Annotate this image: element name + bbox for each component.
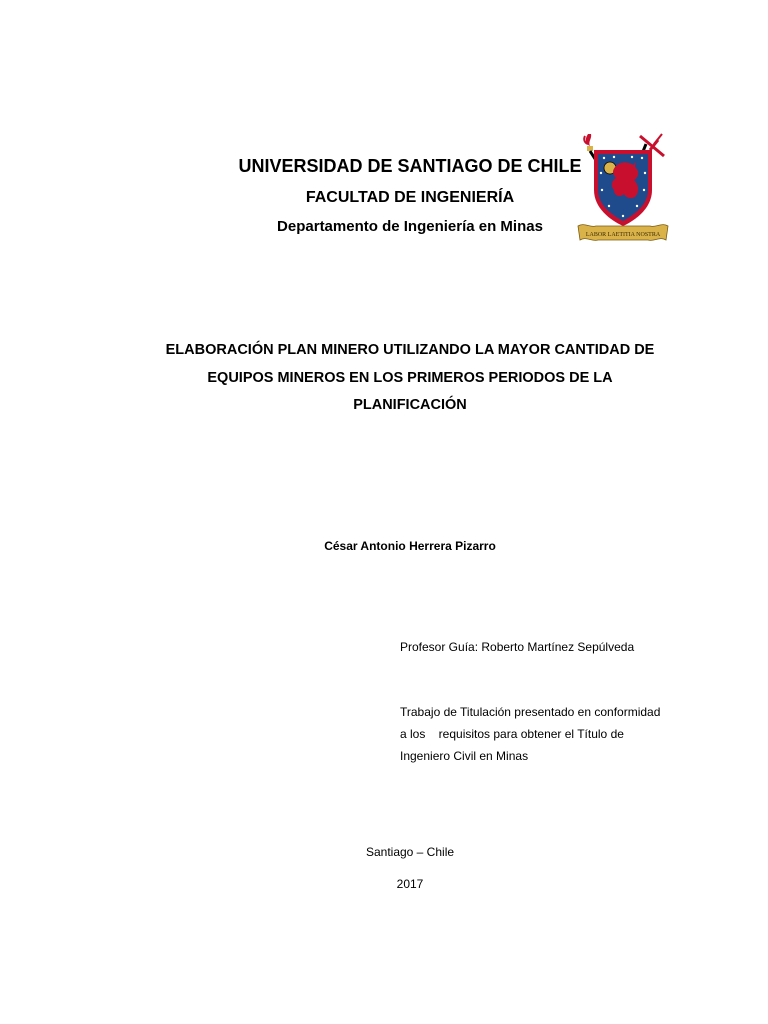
purpose-line: Ingeniero Civil en Minas	[400, 749, 529, 763]
thesis-title	[110, 337, 710, 420]
faculty-name: FACULTAD DE INGENIERÍA	[305, 189, 515, 206]
purpose-statement	[400, 701, 700, 767]
advisor-line: Profesor Guía: Roberto Martínez Sepúlveda	[400, 640, 635, 654]
university-name: UNIVERSIDAD DE SANTIAGO DE CHILE	[238, 156, 582, 176]
university-coat-of-arms-icon	[574, 128, 670, 246]
thesis-title-line: ELABORACIÓN PLAN MINERO UTILIZANDO LA MAYOR CANTIDAD DE	[165, 342, 655, 358]
author-name: César Antonio Herrera Pizarro	[324, 539, 496, 553]
year-line: 2017	[396, 877, 424, 891]
department-name: Departamento de Ingeniería en Minas	[277, 218, 543, 235]
svg-text:LABOR LAETITIA NOSTRA: LABOR LAETITIA NOSTRA	[585, 232, 661, 238]
thesis-title-line: EQUIPOS MINEROS EN LOS PRIMEROS PERIODOS DE LA	[207, 369, 613, 386]
thesis-title-line: PLANIFICACIÓN	[353, 397, 467, 413]
institution-header	[200, 150, 620, 240]
place-line: Santiago – Chile	[365, 845, 455, 859]
purpose-line: Trabajo de Titulación presentado en conformidad	[400, 705, 661, 719]
purpose-line: a los requisitos para obtener el Título de	[400, 727, 624, 741]
